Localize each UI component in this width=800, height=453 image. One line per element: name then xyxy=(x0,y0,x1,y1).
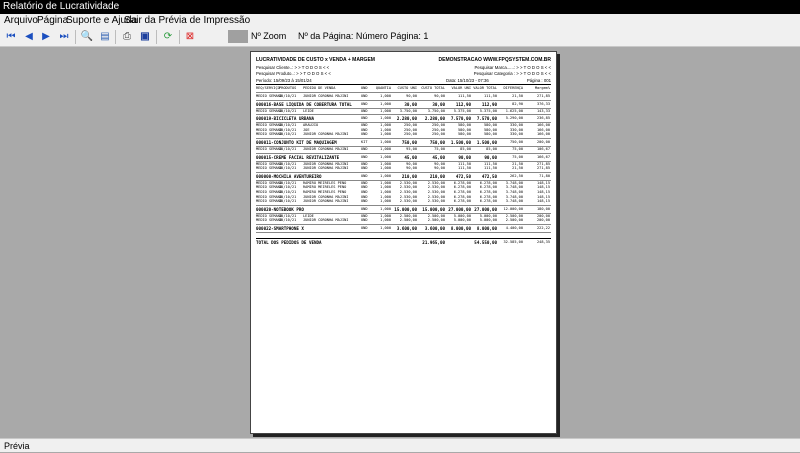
group-total-cell: 8.000,00 xyxy=(476,226,497,231)
table-cell: UND xyxy=(361,218,368,223)
next-page-icon[interactable]: ▶ xyxy=(42,31,50,42)
table-cell: UND xyxy=(361,180,368,185)
column-header: Margem% xyxy=(534,86,550,90)
rule xyxy=(256,100,551,101)
first-page-icon[interactable]: ⏮ xyxy=(6,31,16,42)
group-total-cell: 30,00 xyxy=(404,101,417,107)
table-cell: 2.500,00 xyxy=(399,218,417,223)
group-total-cell: 1,000 xyxy=(380,154,391,159)
table-cell: 15/10/21 xyxy=(279,218,297,223)
grand-total-label: TOTAL DOS PEDIDOS DE VENDA xyxy=(256,240,322,245)
table-cell: UND xyxy=(361,127,368,132)
group-total-cell: 82,90 xyxy=(512,101,523,106)
toolbar-separator xyxy=(179,30,180,44)
rule xyxy=(256,114,551,115)
table-cell: 5.000,00 xyxy=(479,218,497,223)
group-total-cell: 15.000,00 xyxy=(394,206,417,212)
table-cell: RAMIRO MEIRELES PENO xyxy=(303,180,347,185)
table-cell: UND xyxy=(361,123,368,128)
group-header: 000011-CONJUNTO KIT DE MAQUIAGEM xyxy=(256,140,337,145)
table-cell: UND xyxy=(361,108,368,113)
table-cell: 148,15 xyxy=(537,194,550,199)
table-cell: 90,00 xyxy=(406,94,417,98)
filter-product: Pesquisar Produto..: > > T O D O S < < xyxy=(256,71,331,76)
table-cell: 1,000 xyxy=(380,199,391,204)
table-cell: 3.748,00 xyxy=(505,185,523,190)
table-cell: 148,15 xyxy=(537,190,550,194)
group-total-cell: 1,000 xyxy=(380,101,391,106)
table-cell: 6.278,00 xyxy=(453,199,471,204)
table-cell: 143,33 xyxy=(537,108,550,113)
grand-total-margin: 248,35 xyxy=(537,240,550,244)
table-cell: 3.750,00 xyxy=(399,108,417,113)
group-total-cell: 1,000 xyxy=(380,206,391,211)
group-total-cell: 472,50 xyxy=(481,173,497,179)
table-cell: 2.530,00 xyxy=(399,199,417,204)
table-cell: 3.748,00 xyxy=(505,190,523,194)
table-cell: MEDIO SEMANA xyxy=(256,123,282,128)
table-cell: 580,00 xyxy=(458,132,471,137)
filter-category: Pesquisar Categoria : > > T O D O S < < xyxy=(473,71,551,76)
table-cell: 75,00 xyxy=(512,147,523,151)
column-header: CUSTO UNI xyxy=(397,86,417,90)
table-cell: 1,000 xyxy=(380,190,391,194)
table-cell: 15/10/21 xyxy=(279,132,297,137)
zoom-icon[interactable]: 🔍 xyxy=(80,31,94,42)
table-cell: MEDIO SEMANA xyxy=(256,180,282,185)
column-header: DIFERENÇA xyxy=(503,86,523,90)
table-cell: 250,00 xyxy=(404,123,417,128)
group-total-cell: UND xyxy=(361,226,368,230)
table-cell: 6.278,00 xyxy=(479,194,497,199)
table-cell: 111,50 xyxy=(458,161,471,166)
table-cell: 2.500,00 xyxy=(505,213,523,218)
table-cell: JUNIOR CORONHA MAJINI xyxy=(303,161,349,166)
table-cell: 111,50 xyxy=(484,166,497,171)
column-header: REQ/SERVIÇO xyxy=(256,86,280,90)
table-cell: 15/10/21 xyxy=(279,194,297,199)
table-cell: JUNIOR CORONHA MAJINI xyxy=(303,199,349,204)
table-cell: MEDIO SEMANA xyxy=(256,213,282,218)
table-cell: 95,00 xyxy=(406,147,417,151)
table-cell: JUNIOR CORONHA MAJINI xyxy=(303,94,349,98)
table-cell: UND xyxy=(361,147,368,151)
table-cell: LEIDE xyxy=(303,108,314,113)
rule xyxy=(256,92,551,93)
table-cell: 3.750,00 xyxy=(427,108,445,113)
table-cell: 2.530,00 xyxy=(399,185,417,190)
table-cell: MEDIO SEMANA xyxy=(256,108,282,113)
group-total-cell: 236,85 xyxy=(537,116,550,121)
table-cell: 5.000,00 xyxy=(453,213,471,218)
last-page-icon[interactable]: ⏭ xyxy=(59,31,69,42)
table-cell: 2.530,00 xyxy=(427,194,445,199)
group-total-cell: 750,00 xyxy=(401,140,417,145)
table-cell: JOE xyxy=(303,127,310,132)
table-cell: 330,00 xyxy=(510,127,523,132)
table-cell: 6.278,00 xyxy=(453,190,471,194)
menu-suporte-ajuda[interactable]: Suporte e Ajuda xyxy=(66,15,138,26)
save-icon[interactable]: ▣ xyxy=(140,31,150,42)
table-cell: MEDIO SEMANA xyxy=(256,147,282,151)
toolbar-separator xyxy=(115,30,116,44)
table-cell: 580,00 xyxy=(484,123,497,128)
table-cell: 2.500,00 xyxy=(427,218,445,223)
table-cell: 1,000 xyxy=(380,213,391,218)
previous-page-icon[interactable]: ◀ xyxy=(25,31,33,42)
table-cell: JUNIOR CORONHA MAJINI xyxy=(303,218,349,223)
refresh-icon[interactable]: ⟳ xyxy=(163,31,173,42)
table-cell: 2.530,00 xyxy=(427,180,445,185)
filter-client: Pesquisar Cliente..: > > T O D O S < < xyxy=(256,65,330,70)
table-cell: 3.748,00 xyxy=(505,194,523,199)
table-cell: 90,00 xyxy=(434,166,445,171)
table-cell: 271,85 xyxy=(537,161,550,166)
table-cell: 21,50 xyxy=(512,166,523,171)
table-cell: 15/10/21 xyxy=(279,180,297,185)
table-cell: MEDIO SEMANA xyxy=(256,185,282,190)
print-icon[interactable]: ⎙ xyxy=(123,31,131,42)
group-header: 000020-NOTEBOOK PRO xyxy=(256,206,304,212)
column-header: UND xyxy=(361,86,368,90)
group-total-cell: UND xyxy=(361,101,368,106)
group-total-cell: 30,00 xyxy=(432,101,445,107)
group-total-cell: 112,90 xyxy=(455,101,471,107)
close-preview-icon[interactable]: ⊠ xyxy=(185,31,195,42)
menu-sair-previa[interactable]: Sair da Prévia de Impressão xyxy=(124,15,251,26)
report-date: Data: 15/10/23 - 07:36 xyxy=(446,78,489,83)
table-cell: MEDIO SEMANA xyxy=(256,218,282,223)
table-cell: 148,15 xyxy=(537,185,550,190)
table-cell: 15/10/21 xyxy=(279,185,297,190)
report-page xyxy=(250,51,557,434)
table-cell: 1,000 xyxy=(380,94,391,98)
table-cell: 250,00 xyxy=(432,132,445,137)
table-cell: ARAUJIO xyxy=(303,123,319,128)
group-header: 000015-CREME FACIAL REVITALIZANTE xyxy=(256,154,340,160)
table-cell: 3.748,00 xyxy=(505,180,523,185)
table-cell: 580,00 xyxy=(484,132,497,137)
table-cell: 1,000 xyxy=(380,194,391,199)
group-total-cell: 7.570,00 xyxy=(476,116,497,122)
table-cell: 2.500,00 xyxy=(505,218,523,223)
table-cell: 1,000 xyxy=(380,166,391,171)
table-cell: 1,000 xyxy=(380,132,391,137)
group-total-cell: KIT xyxy=(361,140,368,144)
group-total-cell: 2.280,00 xyxy=(424,116,445,122)
filter-brand: Pesquisar Marca......: > > T O D O S < < xyxy=(474,65,551,70)
report-company: DEMONSTRACAO WWW.FPQSYSTEM.COM.BR xyxy=(438,57,551,63)
report-period: Período: 15/09/23 à 15/01/24 xyxy=(256,78,312,83)
table-cell: 1,000 xyxy=(380,180,391,185)
report-title: LUCRATIVIDADE DE CUSTO x VENDA + MARGEM xyxy=(256,57,375,63)
rule xyxy=(256,84,551,85)
table-cell: 166,00 xyxy=(537,132,550,137)
group-total-cell: 1,000 xyxy=(380,140,391,144)
group-total-cell: 1,000 xyxy=(380,116,391,121)
toolbar-separator xyxy=(156,30,157,44)
rule xyxy=(256,205,551,206)
table-cell: 1.625,00 xyxy=(505,108,523,113)
table-cell: 1,000 xyxy=(380,123,391,128)
table-cell: 111,50 xyxy=(484,94,497,98)
group-total-cell: 75,00 xyxy=(512,154,523,159)
group-total-cell: 3.600,00 xyxy=(424,226,445,231)
table-cell: UND xyxy=(361,185,368,190)
group-total-cell: UND xyxy=(361,154,368,159)
table-cell: 2.530,00 xyxy=(399,190,417,194)
table-cell: 250,00 xyxy=(432,123,445,128)
menu-arquivo[interactable]: Arquivo xyxy=(4,15,38,26)
rule xyxy=(256,153,551,154)
group-total-cell: UND xyxy=(361,206,368,211)
table-cell: 6.278,00 xyxy=(479,180,497,185)
column-header: VALOR UNI xyxy=(451,86,471,90)
table-cell: 330,00 xyxy=(510,132,523,137)
table-cell: MEDIO SEMANA xyxy=(256,190,282,194)
window-title: Relatório de Lucratividade xyxy=(0,0,800,14)
table-cell: 271,85 xyxy=(537,94,550,98)
group-total-cell: 12.000,00 xyxy=(503,206,523,211)
group-total-cell: 27.000,00 xyxy=(474,206,497,212)
group-total-cell: 5.290,00 xyxy=(505,116,523,121)
group-total-cell: 1,000 xyxy=(380,173,391,178)
table-cell: 148,15 xyxy=(537,199,550,204)
status-bar: Prévia xyxy=(0,438,800,452)
table-cell: 200,00 xyxy=(537,213,550,218)
table-cell: 1,000 xyxy=(380,218,391,223)
rule xyxy=(256,232,551,233)
table-cell: 106,67 xyxy=(537,147,550,151)
group-total-cell: 90,00 xyxy=(484,154,497,160)
group-total-cell: 750,00 xyxy=(510,140,523,144)
toolbar-separator xyxy=(75,30,76,44)
table-cell: 15/10/21 xyxy=(279,127,297,132)
column-header: PEDIDO DE VENDA xyxy=(303,86,336,90)
table-cell: 90,00 xyxy=(434,94,445,98)
table-cell: 1,000 xyxy=(380,161,391,166)
table-cell: 15/10/21 xyxy=(279,199,297,204)
table-cell: 111,50 xyxy=(458,94,471,98)
table-cell: 250,00 xyxy=(404,127,417,132)
group-total-cell: 4.400,00 xyxy=(505,226,523,230)
table-cell: JUNIOR CORONHA MAJINI xyxy=(303,132,349,137)
table-cell: 15/10/21 xyxy=(279,190,297,194)
table-cell: LEIDE xyxy=(303,213,314,218)
table-cell: UND xyxy=(361,132,368,137)
table-cell: 166,00 xyxy=(537,123,550,128)
table-cell: 148,15 xyxy=(537,180,550,185)
table-cell: UND xyxy=(361,161,368,166)
table-cell: 250,00 xyxy=(404,132,417,137)
table-cell: 580,00 xyxy=(484,127,497,132)
group-total-cell: 166,67 xyxy=(537,154,550,159)
table-cell: 75,00 xyxy=(434,147,445,151)
group-total-cell: 200,00 xyxy=(537,140,550,144)
table-cell: 111,50 xyxy=(484,161,497,166)
column-header: PRODUTOS xyxy=(279,86,297,90)
table-cell: 1,000 xyxy=(380,127,391,132)
table-cell: 2.500,00 xyxy=(399,213,417,218)
group-total-cell: 376,33 xyxy=(537,101,550,106)
group-total-cell: 45,00 xyxy=(432,154,445,160)
group-total-cell: 750,00 xyxy=(429,140,445,145)
table-cell: 2.530,00 xyxy=(399,180,417,185)
table-cell: 111,50 xyxy=(458,166,471,171)
group-header: 000000-MOCHILA AVENTUREIRO xyxy=(256,173,322,179)
table-cell: RAMIRO MEIRELES PENO xyxy=(303,185,347,190)
table-cell: 5.000,00 xyxy=(479,213,497,218)
group-total-cell: 262,50 xyxy=(510,173,523,178)
table-cell: 6.278,00 xyxy=(453,194,471,199)
zoom-box[interactable] xyxy=(228,30,248,43)
group-total-cell: 2.280,00 xyxy=(396,116,417,122)
table-cell: 1,000 xyxy=(380,108,391,113)
table-cell: 2.530,00 xyxy=(427,190,445,194)
group-total-cell: 112,90 xyxy=(481,101,497,107)
group-total-cell: 210,00 xyxy=(429,173,445,179)
table-cell: 6.278,00 xyxy=(479,199,497,204)
toolbar xyxy=(0,27,800,47)
rule xyxy=(256,172,551,173)
table-cell: 2.500,00 xyxy=(427,213,445,218)
group-total-cell: 222,22 xyxy=(537,226,550,230)
table-cell: 15/10/21 xyxy=(279,94,297,98)
table-cell: 15/10/21 xyxy=(279,108,297,113)
table-cell: MEDIO SEMANA xyxy=(256,161,282,166)
grand-total-cost: 21.965,00 xyxy=(422,240,445,245)
table-cell: 85,00 xyxy=(486,147,497,151)
table-cell: 580,00 xyxy=(458,123,471,128)
group-total-cell: 45,00 xyxy=(404,154,417,160)
group-total-cell: 90,00 xyxy=(458,154,471,160)
group-total-cell: 1.500,00 xyxy=(476,140,497,145)
group-total-cell: 472,50 xyxy=(455,173,471,179)
group-total-cell: 15.000,00 xyxy=(422,206,445,212)
menu-pagina[interactable]: Página xyxy=(37,15,69,26)
table-cell: MEDIO SEMANA xyxy=(256,132,282,137)
group-total-cell: 210,00 xyxy=(401,173,417,179)
rule xyxy=(256,138,551,139)
menu-bar xyxy=(0,14,800,27)
table-cell: MEDIO SEMANA xyxy=(256,194,282,199)
table-cell: 5.375,00 xyxy=(479,108,497,113)
table-cell: MEDIO SEMANA xyxy=(256,166,282,171)
table-cell: 5.375,00 xyxy=(453,108,471,113)
table-cell: 15/10/21 xyxy=(279,147,297,151)
table-cell: 15/10/21 xyxy=(279,161,297,166)
table-cell: MEDIO SEMANA xyxy=(256,94,282,98)
table-cell: 21,50 xyxy=(512,94,523,98)
column-header: QUANTIA xyxy=(375,86,391,90)
table-cell: 15/10/21 xyxy=(279,166,297,171)
table-cell: UND xyxy=(361,199,368,204)
column-header: CUSTO TOTAL xyxy=(421,86,445,90)
table-cell: 90,00 xyxy=(406,161,417,166)
table-cell: 271,85 xyxy=(537,166,550,171)
rule xyxy=(256,238,551,239)
table-cell: UND xyxy=(361,190,368,194)
table-cell: 15/10/21 xyxy=(279,213,297,218)
table-cell: UND xyxy=(361,94,368,98)
table-cell: MEDIO SEMANA xyxy=(256,199,282,204)
table-cell: 250,00 xyxy=(432,127,445,132)
preview-canvas[interactable] xyxy=(0,47,800,438)
table-cell: 6.278,00 xyxy=(453,180,471,185)
group-total-cell: 27.000,00 xyxy=(448,206,471,212)
report-page-number: Página : 001 xyxy=(526,78,551,83)
page-layout-icon[interactable]: ▤ xyxy=(100,31,110,42)
grand-total-value: 54.550,00 xyxy=(474,240,497,245)
group-header: 000019-BICICLETA URBANA xyxy=(256,116,314,122)
group-total-cell: 180,00 xyxy=(537,206,550,211)
table-cell: 166,00 xyxy=(537,127,550,132)
group-total-cell: UND xyxy=(361,116,368,121)
table-cell: 200,00 xyxy=(537,218,550,223)
table-cell: UND xyxy=(361,194,368,199)
table-cell: UND xyxy=(361,166,368,171)
table-cell: 90,00 xyxy=(434,161,445,166)
group-header: 000016-BASE LIQUIDA DE COBERTURA TOTAL xyxy=(256,101,352,107)
table-cell: 3.748,00 xyxy=(505,199,523,204)
table-cell: JUNIOR CORONHA MAJINI xyxy=(303,147,349,151)
grand-total-diff: 32.585,00 xyxy=(503,240,523,244)
group-total-cell: 7.570,00 xyxy=(450,116,471,122)
group-total-cell: 1,000 xyxy=(380,226,391,230)
table-cell: 1,000 xyxy=(380,147,391,151)
table-cell: 330,00 xyxy=(510,123,523,128)
table-cell: 2.530,00 xyxy=(399,194,417,199)
table-cell: 2.530,00 xyxy=(427,185,445,190)
table-cell: UND xyxy=(361,213,368,218)
table-cell: JUNIOR CORONHA MAJINI xyxy=(303,194,349,199)
group-total-cell: 1.500,00 xyxy=(450,140,471,145)
table-cell: JUNIOR CORONHA MAJINI xyxy=(303,166,349,171)
page-number-label: Nº da Página: Número Página: 1 xyxy=(298,31,429,41)
table-cell: 5.000,00 xyxy=(453,218,471,223)
group-total-cell: UND xyxy=(361,173,368,178)
group-total-cell: 8.000,00 xyxy=(450,226,471,231)
zoom-label: Nº Zoom xyxy=(251,31,287,41)
column-header: VALOR TOTAL xyxy=(473,86,497,90)
table-cell: 21,50 xyxy=(512,161,523,166)
table-cell: 6.278,00 xyxy=(479,185,497,190)
table-cell: 580,00 xyxy=(458,127,471,132)
table-cell: 15/10/21 xyxy=(279,123,297,128)
group-header: 000022-SMARTPHONE X xyxy=(256,226,304,231)
table-cell: 2.530,00 xyxy=(427,199,445,204)
table-cell: 1,000 xyxy=(380,185,391,190)
rule xyxy=(256,224,551,225)
table-cell: 85,00 xyxy=(460,147,471,151)
table-cell: 6.278,00 xyxy=(453,185,471,190)
table-cell: 90,00 xyxy=(406,166,417,171)
table-cell: 6.278,00 xyxy=(479,190,497,194)
group-total-cell: 3.600,00 xyxy=(396,226,417,231)
table-cell: RAMIRO MEIRELES PENO xyxy=(303,190,347,194)
group-total-cell: 71,80 xyxy=(539,173,550,178)
table-cell: MEDIO SEMANA xyxy=(256,127,282,132)
